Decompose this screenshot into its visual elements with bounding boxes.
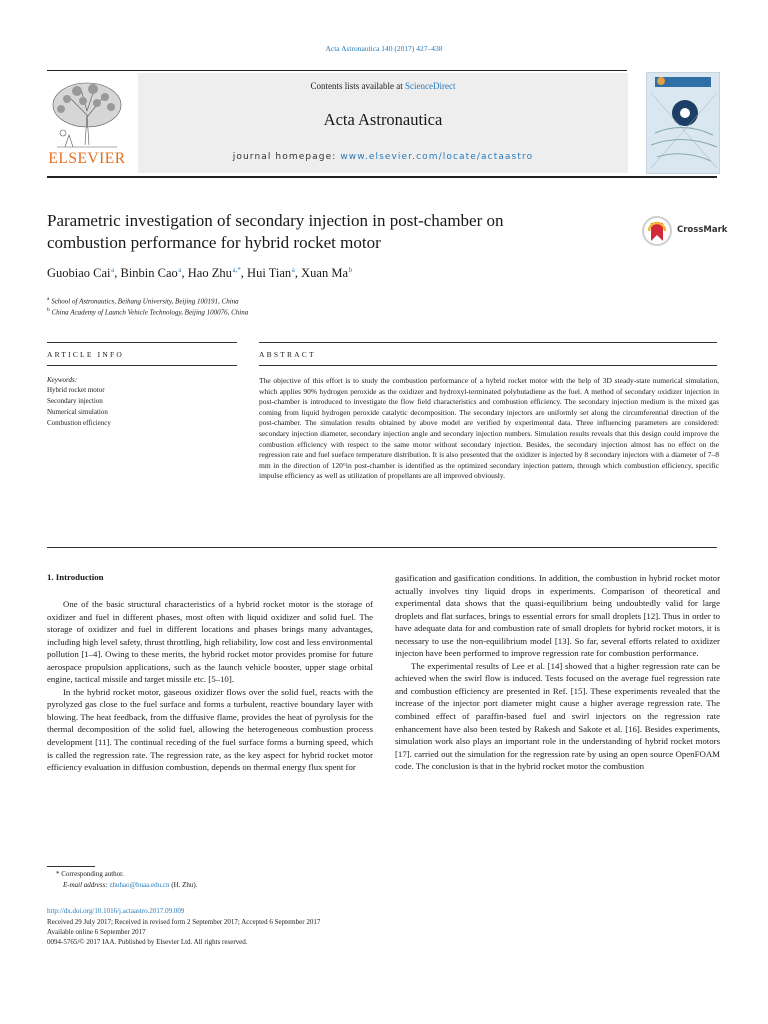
elsevier-wordmark: ELSEVIER xyxy=(48,150,126,167)
author-affil-sup: a,* xyxy=(232,266,241,274)
keyword-item: Secondary injection xyxy=(47,397,103,405)
body-paragraph: The experimental results of Lee et al. [14] showed that a higher regression rate can be achieved when the swirl flow is induced. Tests focused on the average fuel regression rate and combustion efficiency are presented in Ref. [15]. These experiments revealed that the increase of the injector port diameter might cause a higher average regression rate. The combined effect of paraffin-based fuel and swirl injectors on the regression rate enhancement have also been tested by Rakesh and Sakote et al. [16]. Besides experiments, simulation work also plays an important role in the understanding of hybrid rocket motors [17]. carried out the simulation for the regression rate by using an open source OpenFOAM code. The conclusion is that in the hybrid rocket motor the combustion xyxy=(395,660,720,772)
body-paragraph: One of the basic structural characteristics of a hybrid rocket motor is the storage of oxidizer and fuel in different phases, most often with liquid oxidizer and solid fuel. The storage of oxidizer and fuel in different locations and phases brings many advantages, including high level safety, thrust throttling, high reliability, low cost and less environmental pollution [1–4]. Owing to these merits, the hybrid rocket motor provides promise for future aerospace propulsion applications, such as the launch vehicle booster, upper stage orbital engine, tactical missile and target missile etc. [5–10]. xyxy=(47,599,373,685)
contents-prefix: Contents lists available at xyxy=(310,81,405,91)
body-paragraph: gasification and gasification conditions. In addition, the combustion in hybrid rocket motor actually involves tiny liquid drops in experiments. Comparison of theoretical and experimental data shows that the quasi-equilibrium being undoubtedly valid for large droplets and flat surfaces, brings to essential errors for small droplets [12]. Thus in order to have adequate data for and combustion rate of small droplets for hybrid rocket motors, it is necessary to use the non-equilibrium model [13]. So far, several efforts related to oxidizer injecton have been performed to improve regression rate for combustion performance. xyxy=(395,573,720,659)
author-affil-sup: a xyxy=(178,266,182,274)
doi-link[interactable]: http://dx.doi.org/10.1016/j.actaastro.2017.09.009 xyxy=(47,907,185,915)
keyword-item: Numerical simulation xyxy=(47,408,108,416)
body-left-column xyxy=(47,598,373,774)
keywords-label: Keywords: xyxy=(47,376,78,384)
abstract-bottom-rule xyxy=(47,547,717,548)
author-name[interactable]: Guobiao Cai xyxy=(47,266,111,281)
body-paragraph: In the hybrid rocket motor, gaseous oxidizer flows over the solid fuel, reacts with the pyrolyzed gas close to the fuel surface and forms a turbulent, reactive boundary layer with blowing. The heat feedback, from the diffusive flame, provides the heat of pyrolysis for the thermal decomposition of the solid fuel, allowing the heterogeneous combustion process development [11]. The continual receding of the fuel surface forms a burning speed, which is called the regression rate. The regression rate, as the key aspect for hybrid rocket motor efficiency evaluation in diffusion combustion, depends on thermal energy flux spent for xyxy=(47,686,373,773)
journal-title: Acta Astronautica xyxy=(323,110,443,129)
cover-art-icon xyxy=(647,73,719,173)
footnote-rule xyxy=(47,866,95,867)
author-affil-sup: b xyxy=(348,266,353,274)
journal-homepage xyxy=(138,152,628,162)
crossmark-label[interactable]: CrossMark xyxy=(677,225,728,235)
author-affil-sup: a xyxy=(111,266,115,274)
abstract-top-rule xyxy=(259,342,717,343)
email-suffix: (H. Zhu). xyxy=(169,881,198,889)
keyword-item: Combustion efficiency xyxy=(47,419,111,427)
copyright-notice: 0094-5765/© 2017 IAA. Published by Elsevier Ltd. All rights reserved. xyxy=(47,938,248,946)
header-top-rule xyxy=(47,70,627,71)
article-info-rule xyxy=(47,365,237,366)
available-online: Available online 6 September 2017 xyxy=(47,928,146,936)
contents-line xyxy=(138,81,628,91)
article-title-line-2: combustion performance for hybrid rocket motor xyxy=(47,233,381,252)
affiliation-b: $^b$ China Academy of Launch Vehicle Technology, Beijing 100076, China xyxy=(47,307,249,317)
header-bottom-rule xyxy=(47,176,717,178)
section-heading-introduction: 1. Introduction xyxy=(47,572,104,582)
journal-cover-image xyxy=(646,72,720,174)
abstract-text: The objective of this effort is to study the combustion performance of a hybrid rocket motor with the help of 3D steady-state numerical simulation, which applies 90% hydrogen peroxide as the oxidizer and hydroxyl-terminated polybutadiene as the fuel. A method of secondary oxidizer injection in post-chamber is introduced to investigate the flow field characteristics and combustion efficiency. The secondary injection medium is the mixed gas coming from liquid hydrogen peroxide catalytic decomposition. The secondary injectors are uniformly set along the circumferential direction of the post-chamber. The simulation results obtained by above model are verified by experimental data. Three influencing parameters are considered: secondary injection diameter, secondary injection angle and secondary injection numbers. Simulation results reveals that this design could improve the combustion efficiency with respect to the same motor without secondary injection. Besides, the secondary injection almost has no effect on the regression rate and fuel sueface temperature distribution. It is also presented that the oxidizer is injected by 8 secondary injectors with a diameter of 7–8 mm in the direction of 120°in post-chamber is identified as the optimized secondary injection pattern, through which combustion efficiency, specific impulse efficiency as well as utilization of propellants are all improved obviously. xyxy=(259,376,719,481)
affiliation-a: $^a$ School of Astronautics, Beihang University, Beijing 100191, China xyxy=(47,296,239,306)
abstract-heading: ABSTRACT xyxy=(259,350,316,359)
email-label: E-mail address: xyxy=(63,881,110,889)
email-link[interactable]: zhuhao@buaa.edu.cn xyxy=(109,881,170,889)
corresponding-author-note: * Corresponding author. xyxy=(56,870,124,878)
author-name[interactable]: Xuan Ma xyxy=(301,266,348,281)
homepage-url-link[interactable]: www.elsevier.com/locate/actaastro xyxy=(340,152,534,162)
article-title xyxy=(47,210,607,254)
article-info-top-rule xyxy=(47,342,237,343)
article-info-heading: ARTICLE INFO xyxy=(47,350,124,359)
journal-reference-link[interactable]: Acta Astronautica 140 (2017) 427–438 xyxy=(325,44,443,53)
author-name[interactable]: Hao Zhu xyxy=(187,266,232,281)
keyword-item: Hybrid rocket motor xyxy=(47,386,105,394)
author-list: Guobiao Cai $^a$, Binbin Cao $^a$, Hao Zhu $^{a,*}$, Hui Tian $^a$, Xuan Ma $^b$ xyxy=(47,266,353,281)
sciencedirect-link[interactable]: ScienceDirect xyxy=(405,81,456,91)
received-dates: Received 29 July 2017; Received in revised form 2 September 2017; Accepted 6 September 2017 xyxy=(47,918,321,926)
article-title-line-1: Parametric investigation of secondary injection in post-chamber on xyxy=(47,211,504,230)
author-name[interactable]: Hui Tian xyxy=(247,266,292,281)
homepage-label: journal homepage: xyxy=(232,152,341,162)
email-note xyxy=(63,881,198,889)
body-right-column xyxy=(395,572,720,773)
author-affil-sup: a xyxy=(291,266,295,274)
author-name[interactable]: Binbin Cao xyxy=(120,266,178,281)
abstract-rule xyxy=(259,365,717,366)
